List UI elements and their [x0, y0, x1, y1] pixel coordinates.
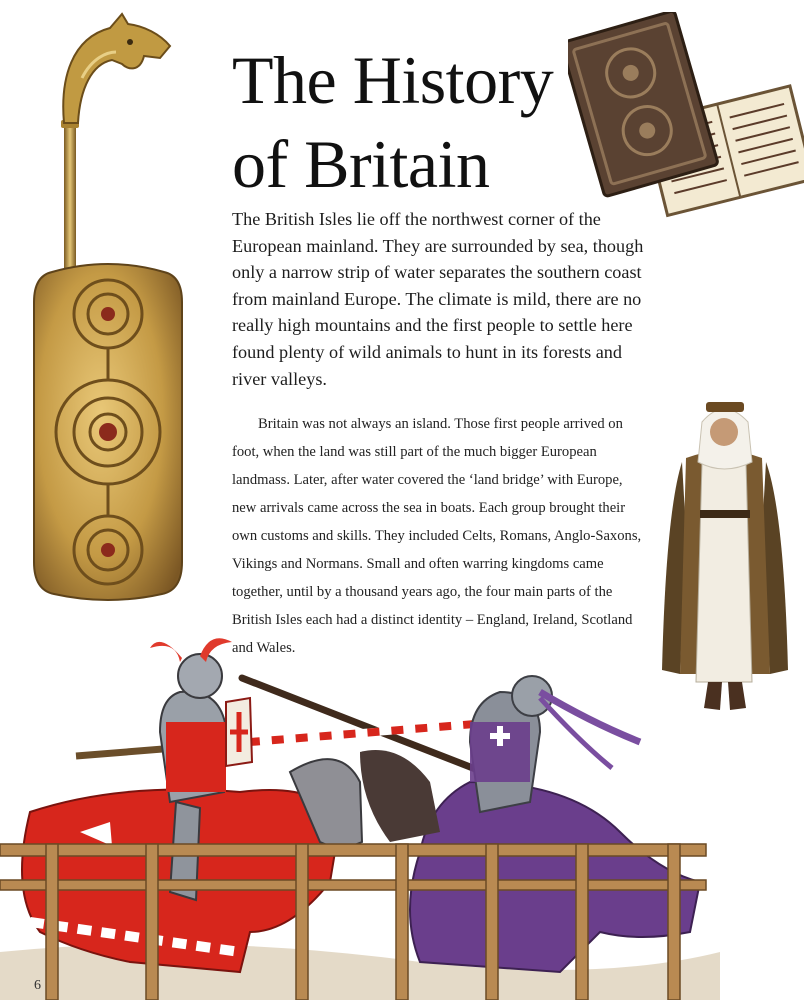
horse-head-staff-illustration: [52, 8, 182, 288]
jousting-knights-illustration: [0, 632, 804, 1000]
title-line-1: The History: [232, 42, 554, 118]
title-line-2: of Britain: [232, 126, 490, 202]
illuminated-book-illustration: [568, 12, 804, 230]
body-paragraph: Britain was not always an island. Those first people arrived on foot, when the land was still part of the much bigger European landmass. Later, after water covered the ‘land bridge’ with Europe, new arrivals came across the sea in boats. Each group brought their own customs and skills. They included Celts, Romans, Anglo-Saxons, Vikings and Normans. Small and often warring kingdoms came together, until by a thousand years ago, the four main parts of the British Isles each had a distinct identity – England, Ireland, Scotland and Wales.: [232, 416, 642, 656]
celtic-bronze-shield-illustration: [32, 262, 184, 602]
page-number: 6: [34, 978, 41, 993]
page-title: [232, 38, 553, 206]
intro-paragraph: The British Isles lie off the northwest corner of the European mainland. They are surrounded by sea, though only a narrow strip of water separates the southern coast from mainland Europe. The climate is mild, there are no really high mountains and the first people to settle here found plenty of wild animals to hunt in its forests and river valleys.: [232, 209, 644, 389]
